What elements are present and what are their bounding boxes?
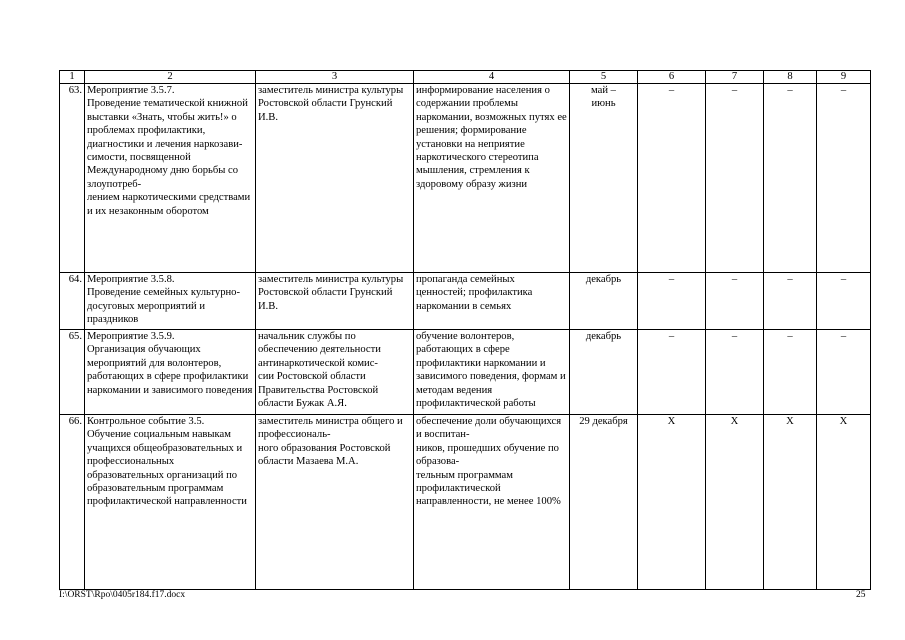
value-cell: – — [638, 330, 706, 415]
value-cell: X — [638, 415, 706, 590]
event-cell: Мероприятие 3.5.9. Организация обучающих мероприятий для волонтеров, работающих в сфере профилактики наркомании и зависимого поведения — [85, 330, 256, 415]
value-cell: – — [764, 84, 817, 273]
value-cell: X — [817, 415, 871, 590]
row-number: 63. — [60, 84, 85, 273]
file-path-footer: I:\ORST\Rpo\0405r184.f17.docx — [59, 590, 186, 600]
date-cell: 29 декабря — [570, 415, 638, 590]
value-cell: – — [706, 84, 764, 273]
event-cell: Контрольное событие 3.5. Обучение социальным навыкам учащихся общеобразовательных и профессиональных образовательных организаций по образовательным программам профилактической направленности — [85, 415, 256, 590]
value-cell: – — [638, 84, 706, 273]
column-number-header: 4 — [414, 71, 570, 84]
column-number-header: 9 — [817, 71, 871, 84]
table-row — [60, 415, 871, 590]
column-number-header: 6 — [638, 71, 706, 84]
value-cell: – — [706, 330, 764, 415]
column-number-header: 8 — [764, 71, 817, 84]
date-cell: декабрь — [570, 330, 638, 415]
result-cell: обеспечение доли обучающихся и воспитан- ников, прошедших обучение по образова- тельным программам профилактической направленности, не менее 100% — [414, 415, 570, 590]
value-cell: X — [764, 415, 817, 590]
row-number: 65. — [60, 330, 85, 415]
plan-table — [59, 70, 871, 590]
value-cell: – — [764, 330, 817, 415]
result-cell: обучение волонтеров, работающих в сфере профилактики наркомании и зависимого поведения, формам и методам ведения профилактической работы — [414, 330, 570, 415]
column-number-header: 5 — [570, 71, 638, 84]
responsible-cell: начальник службы по обеспечению деятельности антинаркотической комис- сии Ростовской области Правительства Ростовской области Бужак А.Я. — [256, 330, 414, 415]
event-cell: Мероприятие 3.5.7. Проведение тематической книжной выставки «Знать, чтобы жить!» о проблемах профилактики, диагностики и лечения наркозави- симости, посвященной Международному дню борьбы со злоупотреб- лением наркотическими средствами и их незаконным оборотом — [85, 84, 256, 273]
table-row — [60, 84, 871, 273]
value-cell: – — [706, 273, 764, 330]
value-cell: – — [817, 84, 871, 273]
result-cell: информирование населения о содержании проблемы наркомании, возможных путях ее решения; формирование установки на неприятие наркотического стереотипа мышления, стремления к здоровому образу жизни — [414, 84, 570, 273]
event-cell: Мероприятие 3.5.8. Проведение семейных культурно-досуговых мероприятий и праздников — [85, 273, 256, 330]
responsible-cell: заместитель министра культуры Ростовской области Грунский И.В. — [256, 84, 414, 273]
column-number-header: 2 — [85, 71, 256, 84]
table-header-row — [60, 71, 871, 84]
responsible-cell: заместитель министра культуры Ростовской области Грунский И.В. — [256, 273, 414, 330]
value-cell: – — [764, 273, 817, 330]
date-cell: декабрь — [570, 273, 638, 330]
row-number: 66. — [60, 415, 85, 590]
value-cell: X — [706, 415, 764, 590]
table-row — [60, 330, 871, 415]
column-number-header: 3 — [256, 71, 414, 84]
page-number: 25 — [856, 590, 866, 600]
row-number: 64. — [60, 273, 85, 330]
value-cell: – — [638, 273, 706, 330]
value-cell: – — [817, 273, 871, 330]
result-cell: пропаганда семейных ценностей; профилактика наркомании в семьях — [414, 273, 570, 330]
table-row — [60, 273, 871, 330]
date-cell: май – июнь — [570, 84, 638, 273]
column-number-header: 7 — [706, 71, 764, 84]
column-number-header: 1 — [60, 71, 85, 84]
responsible-cell: заместитель министра общего и профессиональ- ного образования Ростовской области Мазаева М.А. — [256, 415, 414, 590]
value-cell: – — [817, 330, 871, 415]
